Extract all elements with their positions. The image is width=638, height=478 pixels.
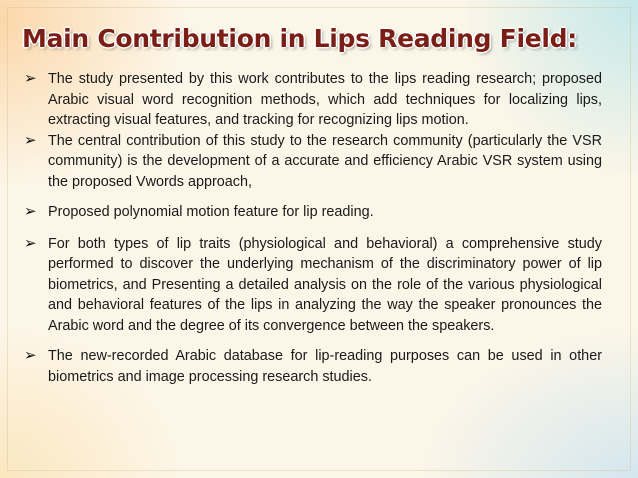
bullet-text: The study presented by this work contributes to the lips reading research; proposed Arabic visual word recognition methods, which add techniques for localizing lips, extracting visual features, and tracking for recognizing lips motion.	[48, 71, 602, 128]
bullet-item	[24, 346, 602, 387]
bullet-text: The new-recorded Arabic database for lip-reading purposes can be used in other biometrics and image processing research studies.	[48, 348, 602, 385]
arrow-bullet-icon: ➢	[24, 234, 37, 252]
arrow-bullet-icon: ➢	[24, 131, 37, 149]
bullet-text: Proposed polynomial motion feature for lip reading.	[48, 204, 374, 220]
bullet-item	[24, 131, 602, 193]
arrow-bullet-icon: ➢	[24, 203, 37, 220]
bullet-item	[24, 69, 602, 131]
bullet-text: For both types of lip traits (physiological and behavioral) a comprehensive study performed to discover the underlying mechanism of the discriminatory power of lip biometrics, and Presenting a detailed analysis on the role of the various physiological and behavioral features of the lips in analyzing the way the speaker pronounces the Arabic word and the degree of its convergence between the speakers.	[48, 235, 602, 334]
bullet-list	[24, 69, 602, 387]
arrow-bullet-icon: ➢	[24, 347, 37, 364]
bullet-text: The central contribution of this study to the research community (particularly the VSR community) is the development of a accurate and efficiency Arabic VSR system using the proposed Vwords approach,	[48, 132, 602, 190]
slide-title: Main Contribution in Lips Reading Field:	[22, 24, 577, 53]
bullet-item	[24, 202, 602, 223]
arrow-bullet-icon: ➢	[24, 70, 37, 87]
bullet-item	[24, 234, 602, 337]
